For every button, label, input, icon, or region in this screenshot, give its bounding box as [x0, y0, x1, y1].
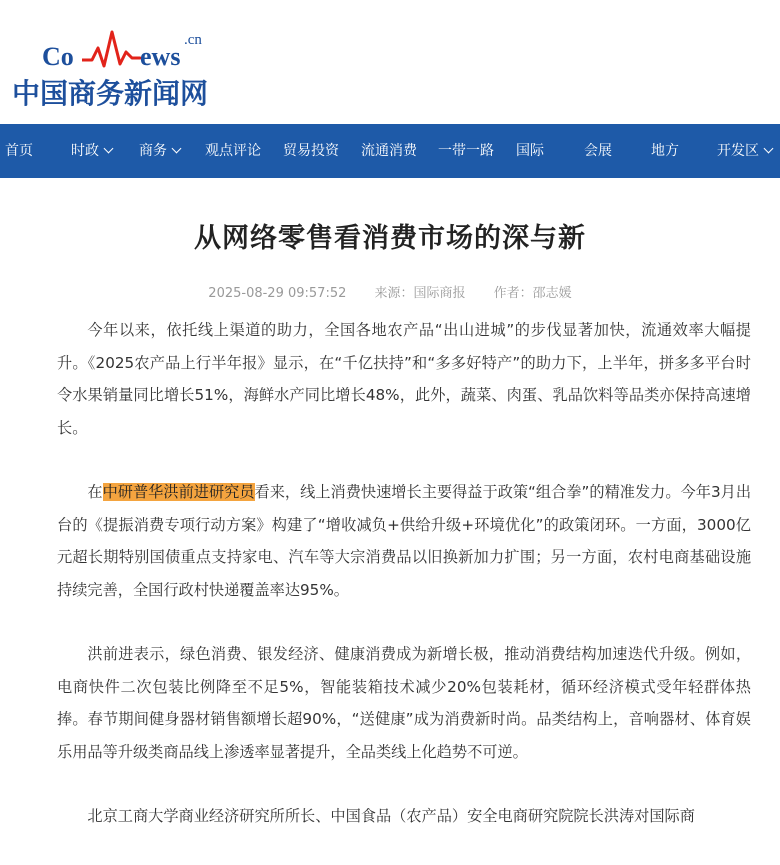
- nav-label: 会展: [584, 143, 612, 159]
- nav-label: 流通消费: [361, 143, 417, 159]
- logo-en-suffix: .cn: [184, 32, 202, 48]
- article-title: 从网络零售看消费市场的深与新: [194, 223, 586, 254]
- nav-item-belt-road[interactable]: [438, 124, 494, 178]
- article-author: 作者：邵志媛: [493, 286, 572, 301]
- article-meta: [0, 282, 780, 301]
- site-header: [0, 0, 780, 124]
- nav-label: 商务: [139, 143, 167, 159]
- paragraph: 北京工商大学商业经济研究所所长、中国食品（农产品）安全电商研究院院长洪涛对国际商: [87, 807, 695, 825]
- nav-label: 开发区: [717, 143, 759, 159]
- logo-en-right: ews: [140, 42, 181, 71]
- article-body: [57, 314, 751, 865]
- paragraph-text: 看来，线上消费快速增长主要得益于政策“组合拳”的精准发力。今年3月出台的《提振消费专项行动方案》构建了“增收减负+供给升级+环境优化”的政策闭环。一方面，3000亿元超长期特别国债重点支持家电、汽车等大宗消费品以旧换新加力扩围；另一方面，农村电商基础设施持续完善，全国行政村快递覆盖率达95%。: [57, 483, 752, 599]
- site-logo[interactable]: [12, 22, 222, 114]
- chevron-down-icon: [104, 144, 114, 154]
- nav-label: 一带一路: [438, 143, 494, 159]
- logo-chinese-name: 中国商务新闻网: [12, 77, 209, 110]
- logo-en-left: Co: [42, 42, 74, 71]
- highlighted-text: 中研普华洪前进研究员: [102, 483, 255, 501]
- nav-item-international[interactable]: [516, 124, 544, 178]
- nav-item-local[interactable]: [651, 124, 679, 178]
- nav-item-opinion[interactable]: [205, 124, 261, 178]
- nav-item-expo[interactable]: [584, 124, 612, 178]
- nav-item-dev-zone[interactable]: [717, 124, 772, 178]
- paragraph-text: 在: [87, 483, 103, 501]
- chevron-down-icon: [764, 144, 774, 154]
- nav-label: 国际: [516, 143, 544, 159]
- paragraph: 今年以来，依托线上渠道的助力，全国各地农产品“出山进城”的步伐显著加快，流通效率大幅提升。《2025农产品上行半年报》显示，在“千亿扶持”和“多多好特产”的助力下，上半年，拼多多平台时令水果销量同比增长51%，海鲜水产同比增长48%，此外，蔬菜、肉蛋、乳品饮料等品类亦保持高速增长。: [57, 321, 751, 437]
- nav-item-trade[interactable]: [283, 124, 339, 178]
- article-source: 来源：国际商报: [374, 286, 466, 301]
- nav-label: 观点评论: [205, 143, 261, 159]
- nav-label: 地方: [651, 143, 679, 159]
- nav-item-politics[interactable]: [71, 124, 112, 178]
- nav-item-home[interactable]: [5, 124, 33, 178]
- article-datetime: 2025-08-29 09:57:52: [208, 286, 347, 301]
- logo-english: [42, 28, 212, 72]
- nav-item-consumption[interactable]: [361, 124, 417, 178]
- paragraph: 洪前进表示，绿色消费、银发经济、健康消费成为新增长极，推动消费结构加速迭代升级。例如，电商快件二次包装比例降至不足5%，智能装箱技术减少20%包装耗材，循环经济模式受年轻群体热捧。春节期间健身器材销售额增长超90%，“送健康”成为消费新时尚。品类结构上，音响器材、体育娱乐用品等升级类商品线上渗透率显著提升，全品类线上化趋势不可逆。: [57, 645, 751, 761]
- nav-label: 首页: [5, 143, 33, 159]
- chevron-down-icon: [172, 144, 182, 154]
- pulse-line-icon: [82, 30, 142, 70]
- main-nav: [0, 124, 780, 178]
- nav-item-commerce[interactable]: [139, 124, 180, 178]
- paragraph: [57, 476, 751, 606]
- nav-label: 贸易投资: [283, 143, 339, 159]
- nav-label: 时政: [71, 143, 99, 159]
